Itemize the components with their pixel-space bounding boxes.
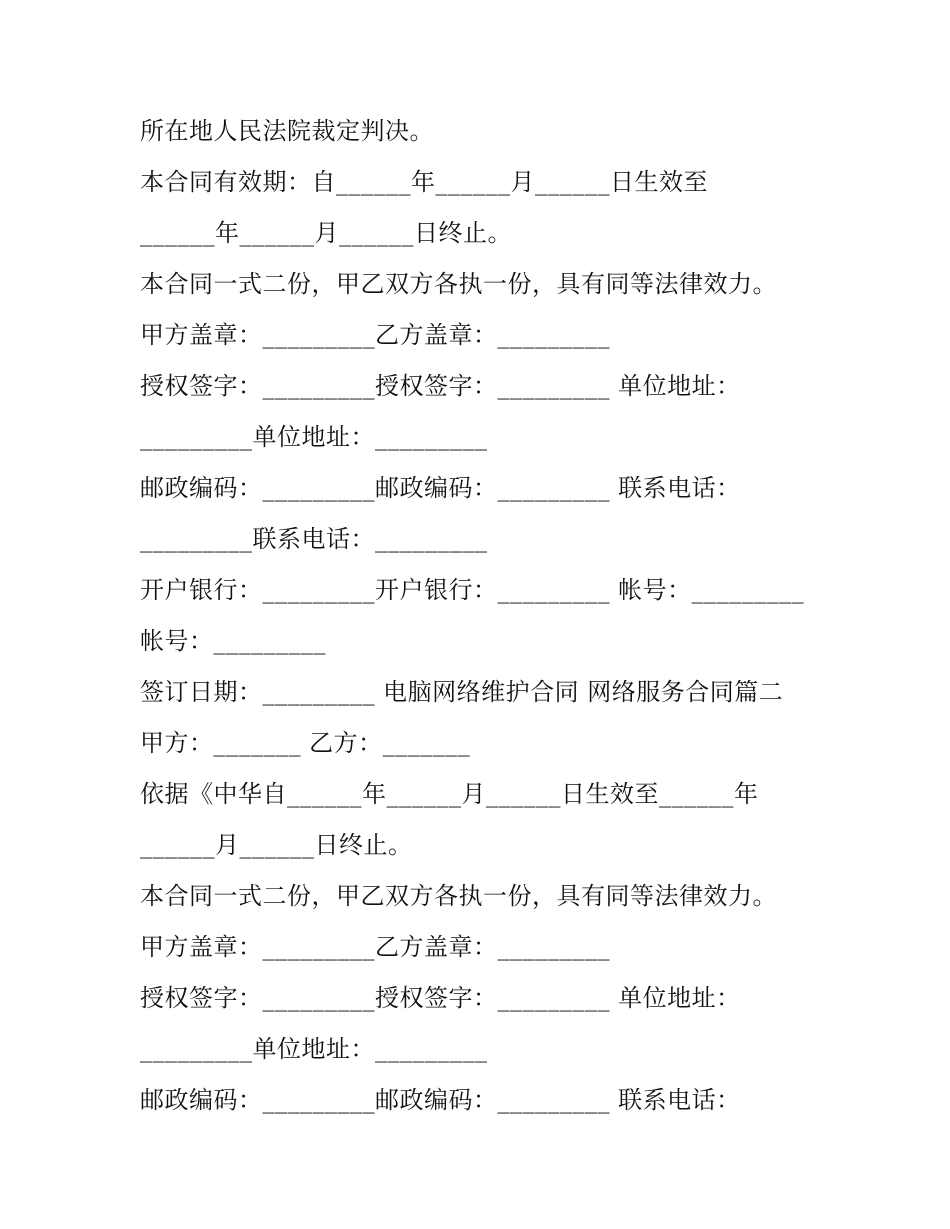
text-line: 邮政编码：_________邮政编码：_________ 联系电话： — [140, 474, 741, 502]
text-line: 依据《中华自______年______月______日生效至______年 — [140, 780, 759, 808]
text-line: 授权签字：_________授权签字：_________ 单位地址： — [140, 984, 741, 1012]
text-line: 邮政编码：_________邮政编码：_________ 联系电话： — [140, 1086, 741, 1114]
text-line: 本合同一式二份，甲乙双方各执一份，具有同等法律效力。 — [140, 882, 777, 910]
text-line: 甲方：_______ 乙方：_______ — [140, 729, 471, 757]
text-line: ______年______月______日终止。 — [140, 219, 512, 247]
text-line: _________联系电话：_________ — [140, 525, 488, 553]
text-line: 本合同一式二份，甲乙双方各执一份，具有同等法律效力。 — [140, 270, 777, 298]
text-line: 开户银行：_________开户银行：_________ 帐号：_________ — [140, 576, 805, 604]
document-body — [140, 106, 840, 1126]
text-line: 甲方盖章：_________乙方盖章：_________ — [140, 933, 610, 961]
text-line: 授权签字：_________授权签字：_________ 单位地址： — [140, 372, 741, 400]
text-line: 本合同有效期：自______年______月______日生效至 — [140, 168, 708, 196]
text-line: _________单位地址：_________ — [140, 423, 488, 451]
text-line: 签订日期：_________ 电脑网络维护合同 网络服务合同篇二 — [140, 678, 784, 706]
text-line: 甲方盖章：_________乙方盖章：_________ — [140, 321, 610, 349]
text-line: _________单位地址：_________ — [140, 1035, 488, 1063]
text-line: ______月______日终止。 — [140, 831, 413, 859]
text-line: 所在地人民法院裁定判决。 — [140, 117, 434, 145]
text-line: 帐号：_________ — [140, 627, 326, 655]
